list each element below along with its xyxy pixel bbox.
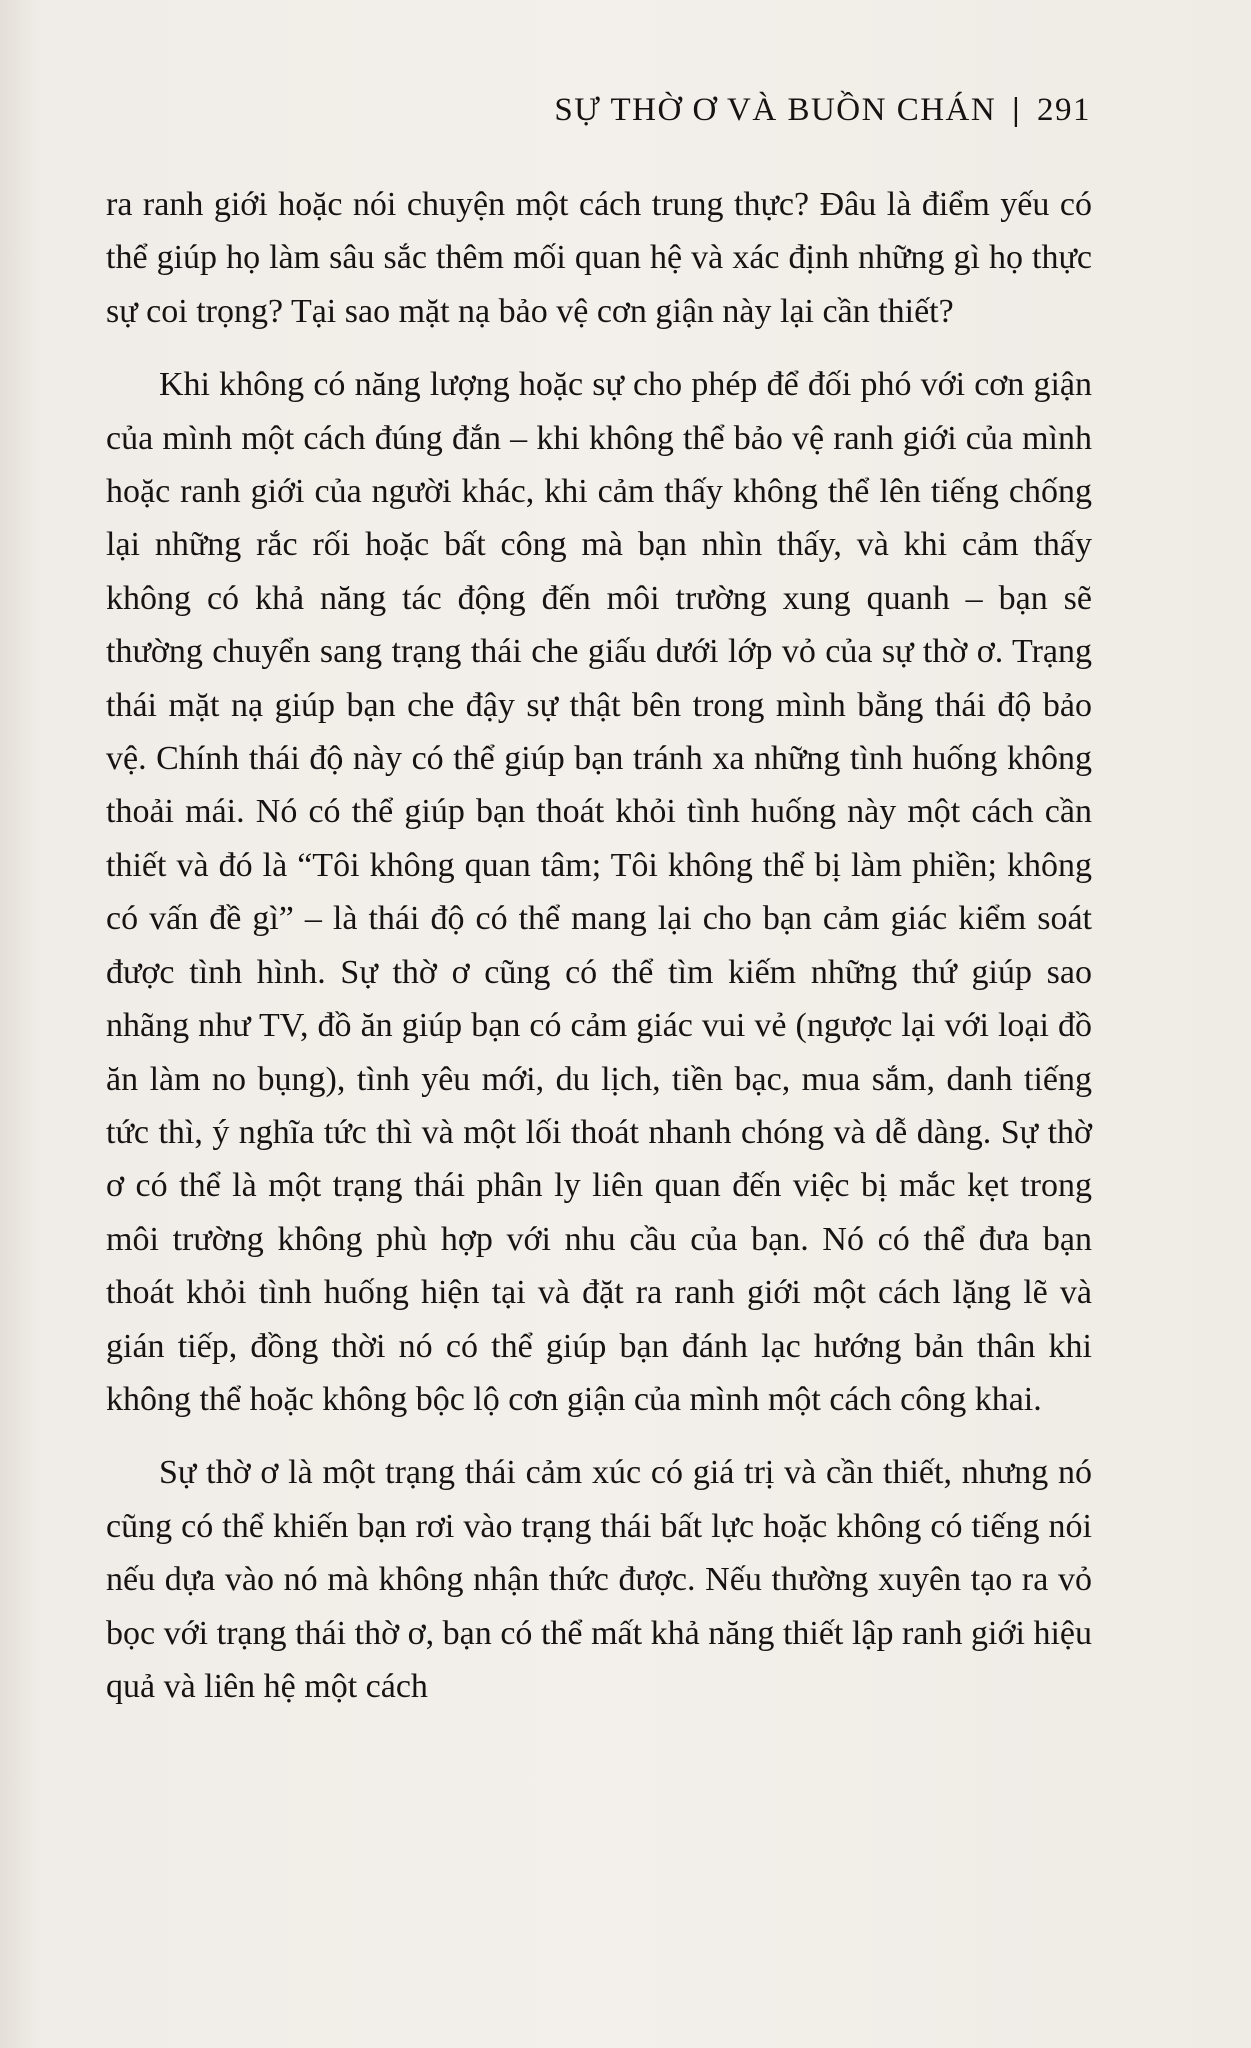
page-number: 291 <box>1037 92 1091 128</box>
header-separator: | <box>1012 92 1021 128</box>
running-header <box>554 92 1091 129</box>
paragraph: Sự thờ ơ là một trạng thái cảm xúc có giá trị và cần thiết, nhưng nó cũng có thể khiến bạn rơi vào trạng thái bất lực hoặc không có tiếng nói nếu dựa vào nó mà không nhận thức được. Nếu thường xuyên tạo ra vỏ bọc với trạng thái thờ ơ, bạn có thể mất khả năng thiết lập ranh giới hiệu quả và liên hệ một cách <box>106 1454 1092 1705</box>
paragraph: Khi không có năng lượng hoặc sự cho phép để đối phó với cơn giận của mình một cách đúng đắn – khi không thể bảo vệ ranh giới của mình hoặc ranh giới của người khác, khi cảm thấy không thể lên tiếng chống lại những rắc rối hoặc bất công mà bạn nhìn thấy, và khi cảm thấy không có khả năng tác động đến môi trường xung quanh – bạn sẽ thường chuyển sang trạng thái che giấu dưới lớp vỏ của sự thờ ơ. Trạng thái mặt nạ giúp bạn che đậy sự thật bên trong mình bằng thái độ bảo vệ. Chính thái độ này có thể giúp bạn tránh xa những tình huống không thoải mái. Nó có thể giúp bạn thoát khỏi tình huống này một cách cần thiết và đó là “Tôi không quan tâm; Tôi không thể bị làm phiền; không có vấn đề gì” – là thái độ có thể mang lại cho bạn cảm giác kiểm soát được tình hình. Sự thờ ơ cũng có thể tìm kiếm những thứ giúp sao nhãng như TV, đồ ăn giúp bạn có cảm giác vui vẻ (ngược lại với loại đồ ăn làm no bụng), tình yêu mới, du lịch, tiền bạc, mua sắm, danh tiếng tức thì, ý nghĩa tức thì và một lối thoát nhanh chóng và dễ dàng. Sự thờ ơ có thể là một trạng thái phân ly liên quan đến việc bị mắc kẹt trong môi trường không phù hợp với nhu cầu của bạn. Nó có thể đưa bạn thoát khỏi tình huống hiện tại và đặt ra ranh giới một cách lặng lẽ và gián tiếp, đồng thời nó có thể giúp bạn đánh lạc hướng bản thân khi không thể hoặc không bộc lộ cơn giận của mình một cách công khai. <box>106 366 1092 1418</box>
chapter-title: SỰ THỜ Ơ VÀ BUỒN CHÁN <box>554 92 997 128</box>
body-text <box>106 178 1092 1733</box>
paragraph-continued: ra ranh giới hoặc nói chuyện một cách trung thực? Đâu là điểm yếu có thể giúp họ làm sâu sắc thêm mối quan hệ và xác định những gì họ thực sự coi trọng? Tại sao mặt nạ bảo vệ cơn giận này lại cần thiết? <box>106 186 1092 330</box>
